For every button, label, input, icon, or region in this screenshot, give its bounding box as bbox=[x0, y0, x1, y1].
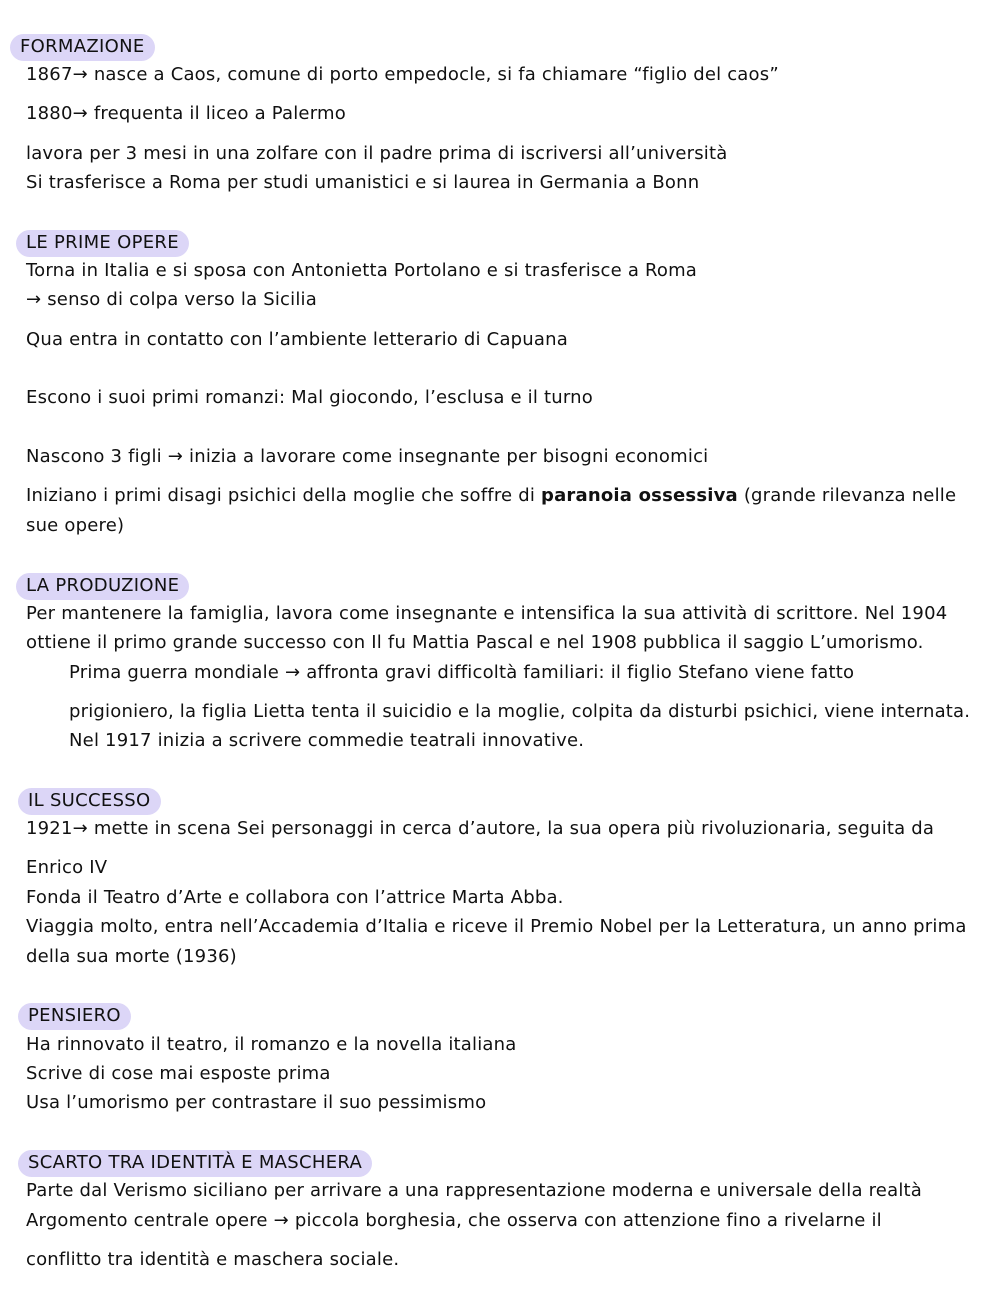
text-line: 1867→ nasce a Caos, comune di porto empedocle, si fa chiamare “figlio del caos” bbox=[26, 64, 779, 85]
text-line: → senso di colpa verso la Sicilia bbox=[26, 289, 317, 310]
text-line: prigioniero, la figlia Lietta tenta il suicidio e la moglie, colpita da disturbi psichici, viene internata. bbox=[69, 701, 971, 722]
section-title-scarto: SCARTO TRA IDENTITÀ E MASCHERA bbox=[18, 1150, 372, 1177]
text-line: della sua morte (1936) bbox=[26, 946, 237, 967]
text-line: Prima guerra mondiale → affronta gravi difficoltà familiari: il figlio Stefano viene fatto bbox=[69, 662, 855, 683]
text-line: Torna in Italia e si sposa con Antonietta Portolano e si trasferisce a Roma bbox=[26, 260, 698, 281]
arrow-icon: → bbox=[72, 64, 88, 85]
arrow-icon: → bbox=[273, 1210, 289, 1231]
arrow-icon: → bbox=[72, 818, 88, 839]
text-line: Nascono 3 figli → inizia a lavorare come insegnante per bisogni economici bbox=[26, 446, 709, 467]
text-line: Si trasferisce a Roma per studi umanistici e si laurea in Germania a Bonn bbox=[26, 172, 700, 193]
text-line: Parte dal Verismo siciliano per arrivare a una rappresentazione moderna e universale della realtà bbox=[26, 1180, 923, 1201]
section-title-produzione: LA PRODUZIONE bbox=[16, 573, 189, 600]
section-title-successo: IL SUCCESSO bbox=[18, 788, 161, 815]
text-line: Ha rinnovato il teatro, il romanzo e la novella italiana bbox=[26, 1034, 517, 1055]
section-title-pensiero: PENSIERO bbox=[18, 1003, 131, 1030]
text-line: Scrive di cose mai esposte prima bbox=[26, 1063, 331, 1084]
text-line: Nel 1917 inizia a scrivere commedie teatrali innovative. bbox=[69, 730, 585, 751]
text-line: Usa l’umorismo per contrastare il suo pessimismo bbox=[26, 1092, 487, 1113]
text-line: ottiene il primo grande successo con Il fu Mattia Pascal e nel 1908 pubblica il saggio L’umorismo. bbox=[26, 632, 924, 653]
text-line: Fonda il Teatro d’Arte e collabora con l’attrice Marta Abba. bbox=[26, 887, 564, 908]
text-line: 1880→ frequenta il liceo a Palermo bbox=[26, 103, 346, 124]
text-line: Per mantenere la famiglia, lavora come insegnante e intensifica la sua attività di scrittore. Nel 1904 bbox=[26, 603, 948, 624]
arrow-icon: → bbox=[284, 662, 301, 683]
text-line: sue opere) bbox=[26, 515, 125, 536]
arrow-icon: → bbox=[72, 103, 88, 124]
text-line: Argomento centrale opere → piccola borghesia, che osserva con attenzione fino a rivelarne il bbox=[26, 1210, 882, 1231]
section-title-formazione: FORMAZIONE bbox=[10, 34, 155, 61]
text-line: Enrico IV bbox=[26, 857, 108, 878]
text-line: Escono i suoi primi romanzi: Mal giocondo, l’esclusa e il turno bbox=[26, 387, 593, 408]
text-line: Iniziano i primi disagi psichici della moglie che soffre di paranoia ossessiva (grande rilevanza nelle bbox=[26, 485, 957, 506]
section-title-prime-opere: LE PRIME OPERE bbox=[16, 230, 189, 257]
text-line: 1921→ mette in scena Sei personaggi in cerca d’autore, la sua opera più rivoluzionaria, seguita da bbox=[26, 818, 935, 839]
bold-term: paranoia ossessiva bbox=[541, 485, 738, 506]
text-line: lavora per 3 mesi in una zolfare con il padre prima di iscriversi all’università bbox=[26, 143, 728, 164]
text-line: Qua entra in contatto con l’ambiente letterario di Capuana bbox=[26, 329, 568, 350]
text-line: Viaggia molto, entra nell’Accademia d’Italia e riceve il Premio Nobel per la Letteratura, un anno prima bbox=[26, 916, 967, 937]
arrow-icon: → bbox=[26, 289, 42, 310]
text-line: conflitto tra identità e maschera sociale. bbox=[26, 1249, 400, 1270]
arrow-icon: → bbox=[167, 446, 184, 467]
